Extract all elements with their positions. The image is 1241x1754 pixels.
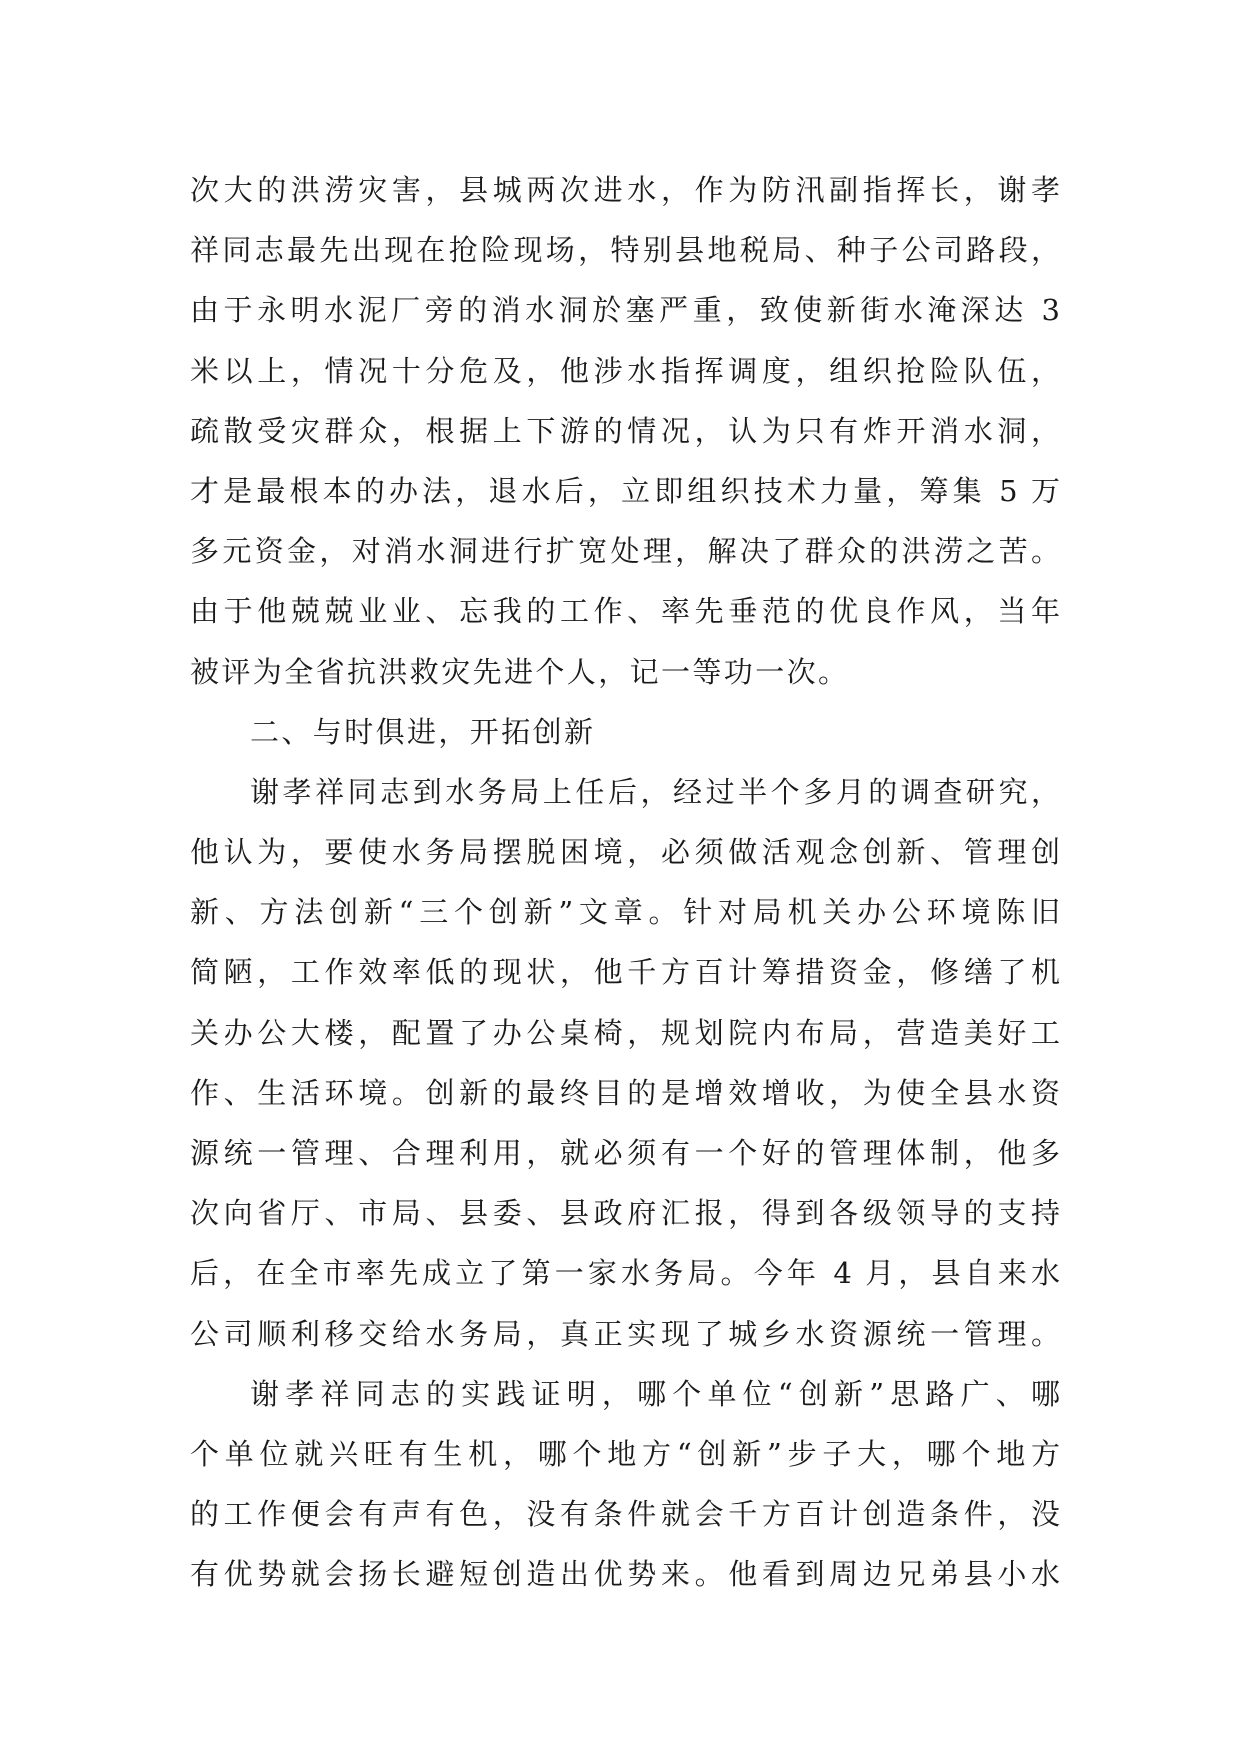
text-line: 谢孝祥同志的实践证明，哪个单位“创新”思路广、哪 bbox=[250, 1376, 1060, 1411]
text-line: 才是最根本的办法，退水后，立即组织技术力量，筹集 5 万 bbox=[190, 473, 1060, 508]
body-text bbox=[190, 160, 1060, 1605]
text-line: 次大的洪涝灾害，县城两次进水，作为防汛副指挥长，谢孝 bbox=[190, 173, 1060, 207]
text-line: 源统一管理、合理利用，就必须有一个好的管理体制，他多 bbox=[190, 1136, 1060, 1170]
text-line: 二、与时俱进，开拓创新 bbox=[250, 714, 596, 749]
text-line: 关办公大楼，配置了办公桌椅，规划院内布局，营造美好工 bbox=[190, 1015, 1060, 1050]
text-line: 的工作便会有声有色，没有条件就会千方百计创造条件，没 bbox=[190, 1497, 1060, 1532]
text-line: 新、方法创新“三个创新”文章。针对局机关办公环境陈旧 bbox=[190, 895, 1060, 930]
text-line: 公司顺利移交给水务局，真正实现了城乡水资源统一管理。 bbox=[190, 1316, 1060, 1351]
text-line: 被评为全省抗洪救灾先进个人，记一等功一次。 bbox=[190, 654, 850, 689]
text-line: 谢孝祥同志到水务局上任后，经过半个多月的调查研究， bbox=[250, 774, 1060, 809]
text-line: 作、生活环境。创新的最终目的是增效增收，为使全县水资 bbox=[190, 1075, 1060, 1110]
text-line: 后，在全市率先成立了第一家水务局。今年 4 月，县自来水 bbox=[190, 1256, 1060, 1291]
text-line: 次向省厅、市局、县委、县政府汇报，得到各级领导的支持 bbox=[190, 1196, 1060, 1231]
text-line: 祥同志最先出现在抢险现场，特别县地税局、种子公司路段， bbox=[190, 233, 1060, 268]
text-line: 他认为，要使水务局摆脱困境，必须做活观念创新、管理创 bbox=[190, 835, 1060, 870]
text-line: 简陋，工作效率低的现状，他千方百计筹措资金，修缮了机 bbox=[190, 955, 1060, 990]
text-line: 由于永明水泥厂旁的消水洞於塞严重，致使新街水淹深达 3 bbox=[190, 293, 1060, 328]
text-line: 米以上，情况十分危及，他涉水指挥调度，组织抢险队伍， bbox=[190, 353, 1060, 388]
text-line: 多元资金，对消水洞进行扩宽处理，解决了群众的洪涝之苦。 bbox=[190, 534, 1060, 569]
text-line: 由于他兢兢业业、忘我的工作、率先垂范的优良作风，当年 bbox=[190, 594, 1060, 629]
text-line: 有优势就会扬长避短创造出优势来。他看到周边兄弟县小水 bbox=[190, 1557, 1060, 1592]
text-line: 疏散受灾群众，根据上下游的情况，认为只有炸开消水洞， bbox=[190, 413, 1060, 448]
text-line: 个单位就兴旺有生机，哪个地方“创新”步子大，哪个地方 bbox=[190, 1436, 1060, 1471]
